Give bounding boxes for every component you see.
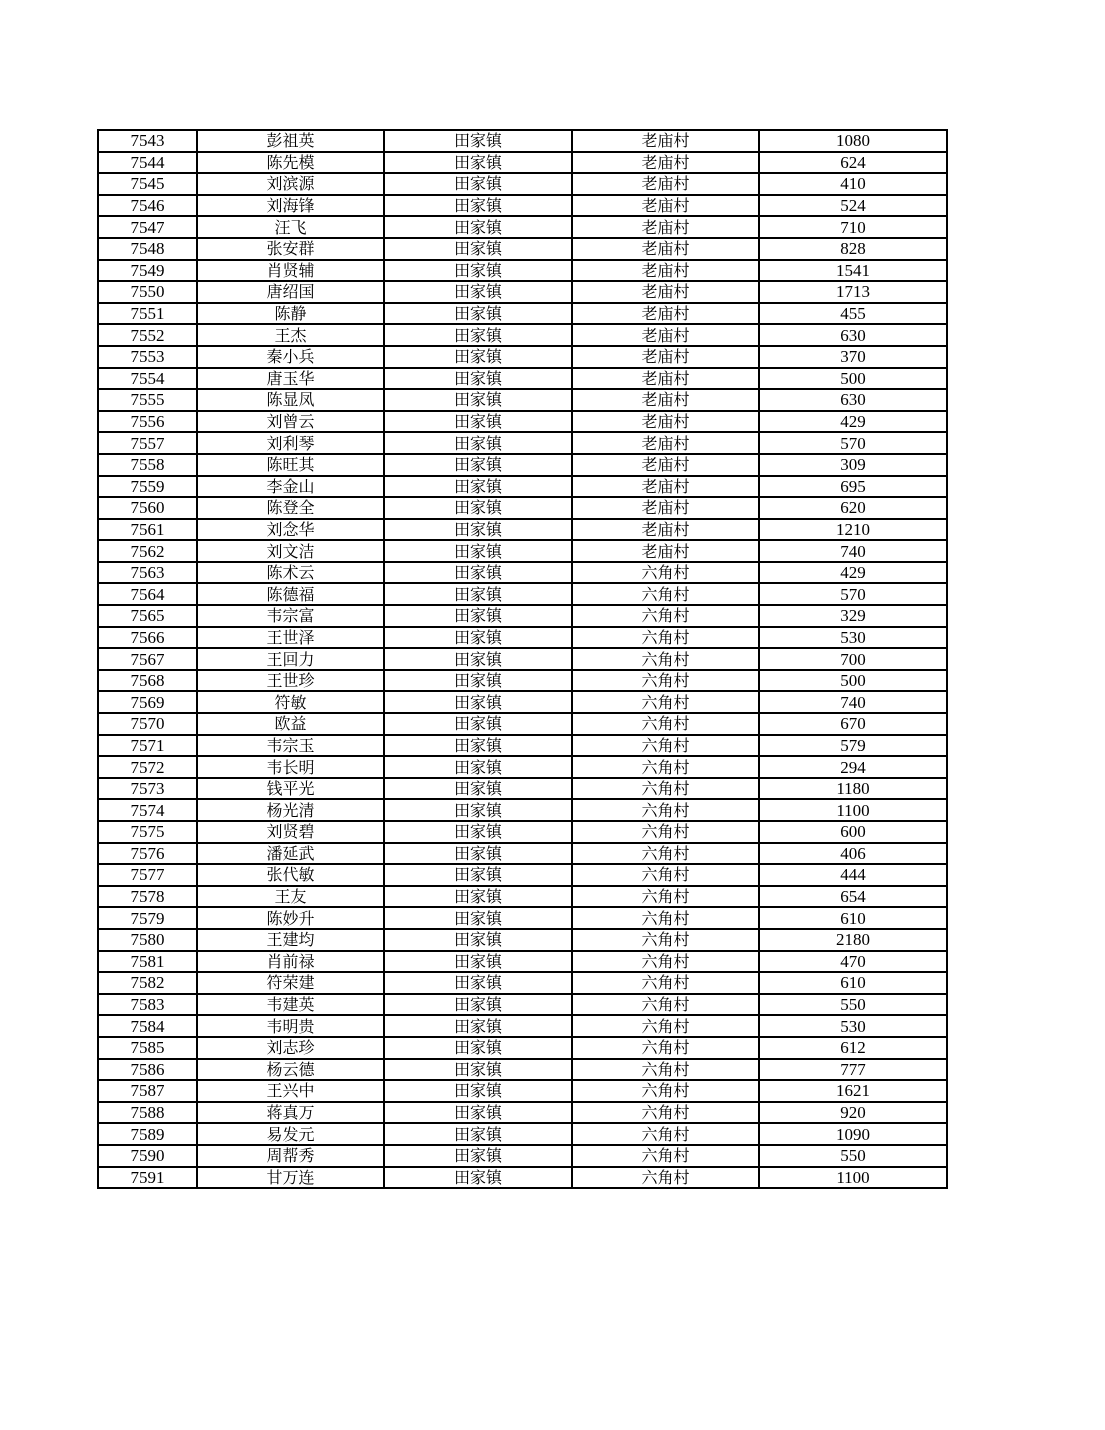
amount-cell: 610	[759, 972, 947, 994]
village-cell: 老庙村	[572, 130, 759, 152]
table-row	[98, 519, 947, 541]
person-name-cell: 陈静	[197, 303, 384, 325]
person-name-cell: 彭祖英	[197, 130, 384, 152]
table-row	[98, 799, 947, 821]
amount-cell: 654	[759, 886, 947, 908]
village-cell: 老庙村	[572, 519, 759, 541]
person-name-cell: 肖前禄	[197, 951, 384, 973]
town-cell: 田家镇	[384, 260, 572, 282]
table-row	[98, 929, 947, 951]
town-cell: 田家镇	[384, 1080, 572, 1102]
amount-cell: 410	[759, 173, 947, 195]
town-cell: 田家镇	[384, 152, 572, 174]
row-number-cell: 7553	[98, 346, 197, 368]
row-number-cell: 7591	[98, 1167, 197, 1189]
row-number-cell: 7588	[98, 1102, 197, 1124]
amount-cell: 579	[759, 735, 947, 757]
town-cell: 田家镇	[384, 346, 572, 368]
person-name-cell: 潘延武	[197, 843, 384, 865]
amount-cell: 600	[759, 821, 947, 843]
amount-cell: 309	[759, 454, 947, 476]
town-cell: 田家镇	[384, 605, 572, 627]
village-cell: 老庙村	[572, 195, 759, 217]
table-row	[98, 195, 947, 217]
table-row	[98, 886, 947, 908]
town-cell: 田家镇	[384, 627, 572, 649]
town-cell: 田家镇	[384, 972, 572, 994]
row-number-cell: 7580	[98, 929, 197, 951]
village-cell: 六角村	[572, 907, 759, 929]
table-row	[98, 735, 947, 757]
amount-cell: 500	[759, 368, 947, 390]
table-row	[98, 454, 947, 476]
amount-cell: 740	[759, 540, 947, 562]
amount-cell: 1100	[759, 799, 947, 821]
person-name-cell: 韦建英	[197, 994, 384, 1016]
row-number-cell: 7583	[98, 994, 197, 1016]
amount-cell: 370	[759, 346, 947, 368]
village-cell: 六角村	[572, 799, 759, 821]
row-number-cell: 7576	[98, 843, 197, 865]
table-row	[98, 432, 947, 454]
person-name-cell: 王世泽	[197, 627, 384, 649]
row-number-cell: 7584	[98, 1015, 197, 1037]
table-row	[98, 1015, 947, 1037]
table-row	[98, 951, 947, 973]
person-name-cell: 刘文洁	[197, 540, 384, 562]
table-row	[98, 346, 947, 368]
town-cell: 田家镇	[384, 195, 572, 217]
person-name-cell: 蒋真万	[197, 1102, 384, 1124]
amount-cell: 710	[759, 216, 947, 238]
person-name-cell: 张代敏	[197, 864, 384, 886]
village-cell: 六角村	[572, 1080, 759, 1102]
town-cell: 田家镇	[384, 691, 572, 713]
amount-cell: 1080	[759, 130, 947, 152]
person-name-cell: 陈妙升	[197, 907, 384, 929]
village-cell: 六角村	[572, 821, 759, 843]
town-cell: 田家镇	[384, 476, 572, 498]
amount-cell: 294	[759, 756, 947, 778]
table-row	[98, 843, 947, 865]
table-row	[98, 497, 947, 519]
table-row	[98, 562, 947, 584]
village-cell: 老庙村	[572, 324, 759, 346]
town-cell: 田家镇	[384, 843, 572, 865]
amount-cell: 777	[759, 1059, 947, 1081]
amount-cell: 630	[759, 324, 947, 346]
amount-cell: 1621	[759, 1080, 947, 1102]
row-number-cell: 7569	[98, 691, 197, 713]
amount-cell: 550	[759, 994, 947, 1016]
row-number-cell: 7574	[98, 799, 197, 821]
table-row	[98, 216, 947, 238]
person-name-cell: 刘曾云	[197, 411, 384, 433]
village-cell: 老庙村	[572, 216, 759, 238]
amount-cell: 612	[759, 1037, 947, 1059]
table-row	[98, 627, 947, 649]
amount-cell: 530	[759, 1015, 947, 1037]
person-name-cell: 刘志珍	[197, 1037, 384, 1059]
person-name-cell: 易发元	[197, 1123, 384, 1145]
town-cell: 田家镇	[384, 454, 572, 476]
person-name-cell: 韦宗玉	[197, 735, 384, 757]
row-number-cell: 7589	[98, 1123, 197, 1145]
town-cell: 田家镇	[384, 173, 572, 195]
table-row	[98, 476, 947, 498]
amount-cell: 1180	[759, 778, 947, 800]
row-number-cell: 7550	[98, 281, 197, 303]
village-cell: 老庙村	[572, 497, 759, 519]
person-name-cell: 秦小兵	[197, 346, 384, 368]
table-row	[98, 324, 947, 346]
table-row	[98, 670, 947, 692]
village-cell: 六角村	[572, 670, 759, 692]
town-cell: 田家镇	[384, 368, 572, 390]
town-cell: 田家镇	[384, 130, 572, 152]
row-number-cell: 7579	[98, 907, 197, 929]
town-cell: 田家镇	[384, 238, 572, 260]
village-cell: 六角村	[572, 778, 759, 800]
row-number-cell: 7587	[98, 1080, 197, 1102]
person-name-cell: 肖贤辅	[197, 260, 384, 282]
amount-cell: 920	[759, 1102, 947, 1124]
village-cell: 老庙村	[572, 411, 759, 433]
table-row	[98, 713, 947, 735]
person-name-cell: 欧益	[197, 713, 384, 735]
person-name-cell: 王杰	[197, 324, 384, 346]
town-cell: 田家镇	[384, 389, 572, 411]
roster-table	[97, 129, 948, 1189]
town-cell: 田家镇	[384, 907, 572, 929]
table-row	[98, 1059, 947, 1081]
row-number-cell: 7573	[98, 778, 197, 800]
person-name-cell: 陈旺其	[197, 454, 384, 476]
amount-cell: 429	[759, 411, 947, 433]
town-cell: 田家镇	[384, 281, 572, 303]
table-row	[98, 411, 947, 433]
amount-cell: 670	[759, 713, 947, 735]
person-name-cell: 李金山	[197, 476, 384, 498]
village-cell: 六角村	[572, 562, 759, 584]
person-name-cell: 刘念华	[197, 519, 384, 541]
person-name-cell: 王兴中	[197, 1080, 384, 1102]
town-cell: 田家镇	[384, 432, 572, 454]
village-cell: 六角村	[572, 1123, 759, 1145]
town-cell: 田家镇	[384, 778, 572, 800]
amount-cell: 624	[759, 152, 947, 174]
row-number-cell: 7571	[98, 735, 197, 757]
village-cell: 老庙村	[572, 238, 759, 260]
amount-cell: 2180	[759, 929, 947, 951]
amount-cell: 700	[759, 648, 947, 670]
town-cell: 田家镇	[384, 735, 572, 757]
row-number-cell: 7577	[98, 864, 197, 886]
row-number-cell: 7555	[98, 389, 197, 411]
person-name-cell: 韦明贵	[197, 1015, 384, 1037]
town-cell: 田家镇	[384, 756, 572, 778]
person-name-cell: 王世珍	[197, 670, 384, 692]
village-cell: 六角村	[572, 1167, 759, 1189]
town-cell: 田家镇	[384, 303, 572, 325]
town-cell: 田家镇	[384, 886, 572, 908]
village-cell: 六角村	[572, 843, 759, 865]
village-cell: 六角村	[572, 735, 759, 757]
table-row	[98, 540, 947, 562]
table-row	[98, 152, 947, 174]
amount-cell: 630	[759, 389, 947, 411]
person-name-cell: 汪飞	[197, 216, 384, 238]
row-number-cell: 7548	[98, 238, 197, 260]
table-row	[98, 368, 947, 390]
village-cell: 六角村	[572, 627, 759, 649]
village-cell: 六角村	[572, 972, 759, 994]
table-row	[98, 1145, 947, 1167]
row-number-cell: 7578	[98, 886, 197, 908]
person-name-cell: 陈术云	[197, 562, 384, 584]
village-cell: 六角村	[572, 1145, 759, 1167]
village-cell: 老庙村	[572, 152, 759, 174]
village-cell: 六角村	[572, 691, 759, 713]
row-number-cell: 7558	[98, 454, 197, 476]
town-cell: 田家镇	[384, 1102, 572, 1124]
row-number-cell: 7547	[98, 216, 197, 238]
amount-cell: 740	[759, 691, 947, 713]
village-cell: 六角村	[572, 864, 759, 886]
town-cell: 田家镇	[384, 648, 572, 670]
table-row	[98, 778, 947, 800]
row-number-cell: 7564	[98, 583, 197, 605]
amount-cell: 429	[759, 562, 947, 584]
village-cell: 六角村	[572, 1102, 759, 1124]
table-row	[98, 756, 947, 778]
village-cell: 老庙村	[572, 260, 759, 282]
person-name-cell: 陈德福	[197, 583, 384, 605]
village-cell: 老庙村	[572, 389, 759, 411]
person-name-cell: 唐玉华	[197, 368, 384, 390]
person-name-cell: 刘滨源	[197, 173, 384, 195]
table-row	[98, 648, 947, 670]
person-name-cell: 刘贤碧	[197, 821, 384, 843]
row-number-cell: 7582	[98, 972, 197, 994]
person-name-cell: 韦宗富	[197, 605, 384, 627]
town-cell: 田家镇	[384, 929, 572, 951]
village-cell: 老庙村	[572, 173, 759, 195]
row-number-cell: 7549	[98, 260, 197, 282]
table-row	[98, 260, 947, 282]
person-name-cell: 甘万连	[197, 1167, 384, 1189]
village-cell: 六角村	[572, 605, 759, 627]
town-cell: 田家镇	[384, 1123, 572, 1145]
table-row	[98, 281, 947, 303]
row-number-cell: 7572	[98, 756, 197, 778]
table-row	[98, 907, 947, 929]
person-name-cell: 杨光清	[197, 799, 384, 821]
town-cell: 田家镇	[384, 670, 572, 692]
town-cell: 田家镇	[384, 864, 572, 886]
table-row	[98, 864, 947, 886]
village-cell: 老庙村	[572, 346, 759, 368]
amount-cell: 570	[759, 432, 947, 454]
row-number-cell: 7566	[98, 627, 197, 649]
row-number-cell: 7560	[98, 497, 197, 519]
town-cell: 田家镇	[384, 540, 572, 562]
row-number-cell: 7551	[98, 303, 197, 325]
table-row	[98, 130, 947, 152]
village-cell: 老庙村	[572, 432, 759, 454]
person-name-cell: 陈显凤	[197, 389, 384, 411]
amount-cell: 406	[759, 843, 947, 865]
amount-cell: 570	[759, 583, 947, 605]
person-name-cell: 符敏	[197, 691, 384, 713]
row-number-cell: 7559	[98, 476, 197, 498]
table-row	[98, 238, 947, 260]
row-number-cell: 7543	[98, 130, 197, 152]
town-cell: 田家镇	[384, 713, 572, 735]
table-row	[98, 691, 947, 713]
row-number-cell: 7581	[98, 951, 197, 973]
town-cell: 田家镇	[384, 519, 572, 541]
table-row	[98, 994, 947, 1016]
town-cell: 田家镇	[384, 1037, 572, 1059]
table-row	[98, 173, 947, 195]
village-cell: 老庙村	[572, 540, 759, 562]
row-number-cell: 7554	[98, 368, 197, 390]
town-cell: 田家镇	[384, 562, 572, 584]
amount-cell: 1541	[759, 260, 947, 282]
row-number-cell: 7545	[98, 173, 197, 195]
row-number-cell: 7557	[98, 432, 197, 454]
table-row	[98, 1167, 947, 1189]
person-name-cell: 刘利琴	[197, 432, 384, 454]
table-row	[98, 303, 947, 325]
person-name-cell: 钱平光	[197, 778, 384, 800]
town-cell: 田家镇	[384, 821, 572, 843]
row-number-cell: 7562	[98, 540, 197, 562]
row-number-cell: 7586	[98, 1059, 197, 1081]
person-name-cell: 陈先模	[197, 152, 384, 174]
row-number-cell: 7567	[98, 648, 197, 670]
village-cell: 六角村	[572, 994, 759, 1016]
table-row	[98, 389, 947, 411]
town-cell: 田家镇	[384, 497, 572, 519]
amount-cell: 1100	[759, 1167, 947, 1189]
table-row	[98, 605, 947, 627]
row-number-cell: 7546	[98, 195, 197, 217]
row-number-cell: 7552	[98, 324, 197, 346]
village-cell: 六角村	[572, 756, 759, 778]
person-name-cell: 张安群	[197, 238, 384, 260]
person-name-cell: 王友	[197, 886, 384, 908]
village-cell: 六角村	[572, 1015, 759, 1037]
amount-cell: 470	[759, 951, 947, 973]
row-number-cell: 7568	[98, 670, 197, 692]
amount-cell: 524	[759, 195, 947, 217]
amount-cell: 610	[759, 907, 947, 929]
village-cell: 六角村	[572, 1059, 759, 1081]
person-name-cell: 唐绍国	[197, 281, 384, 303]
town-cell: 田家镇	[384, 951, 572, 973]
table-row	[98, 972, 947, 994]
village-cell: 六角村	[572, 951, 759, 973]
row-number-cell: 7590	[98, 1145, 197, 1167]
town-cell: 田家镇	[384, 583, 572, 605]
row-number-cell: 7561	[98, 519, 197, 541]
person-name-cell: 王建均	[197, 929, 384, 951]
village-cell: 六角村	[572, 713, 759, 735]
table-row	[98, 1080, 947, 1102]
person-name-cell: 杨云德	[197, 1059, 384, 1081]
row-number-cell: 7556	[98, 411, 197, 433]
town-cell: 田家镇	[384, 799, 572, 821]
row-number-cell: 7544	[98, 152, 197, 174]
roster-table-body	[98, 130, 947, 1188]
village-cell: 老庙村	[572, 454, 759, 476]
amount-cell: 550	[759, 1145, 947, 1167]
amount-cell: 444	[759, 864, 947, 886]
amount-cell: 695	[759, 476, 947, 498]
amount-cell: 620	[759, 497, 947, 519]
town-cell: 田家镇	[384, 1015, 572, 1037]
village-cell: 六角村	[572, 929, 759, 951]
village-cell: 老庙村	[572, 476, 759, 498]
amount-cell: 1210	[759, 519, 947, 541]
village-cell: 老庙村	[572, 368, 759, 390]
person-name-cell: 陈登全	[197, 497, 384, 519]
amount-cell: 828	[759, 238, 947, 260]
village-cell: 老庙村	[572, 303, 759, 325]
person-name-cell: 刘海锋	[197, 195, 384, 217]
amount-cell: 530	[759, 627, 947, 649]
table-row	[98, 583, 947, 605]
village-cell: 六角村	[572, 886, 759, 908]
table-row	[98, 1102, 947, 1124]
table-row	[98, 821, 947, 843]
row-number-cell: 7570	[98, 713, 197, 735]
town-cell: 田家镇	[384, 216, 572, 238]
town-cell: 田家镇	[384, 1167, 572, 1189]
table-row	[98, 1037, 947, 1059]
town-cell: 田家镇	[384, 324, 572, 346]
village-cell: 老庙村	[572, 281, 759, 303]
amount-cell: 1713	[759, 281, 947, 303]
person-name-cell: 符荣建	[197, 972, 384, 994]
amount-cell: 500	[759, 670, 947, 692]
town-cell: 田家镇	[384, 1145, 572, 1167]
row-number-cell: 7563	[98, 562, 197, 584]
village-cell: 六角村	[572, 1037, 759, 1059]
amount-cell: 455	[759, 303, 947, 325]
town-cell: 田家镇	[384, 1059, 572, 1081]
amount-cell: 329	[759, 605, 947, 627]
town-cell: 田家镇	[384, 411, 572, 433]
town-cell: 田家镇	[384, 994, 572, 1016]
amount-cell: 1090	[759, 1123, 947, 1145]
row-number-cell: 7585	[98, 1037, 197, 1059]
row-number-cell: 7565	[98, 605, 197, 627]
table-row	[98, 1123, 947, 1145]
person-name-cell: 王回力	[197, 648, 384, 670]
person-name-cell: 周帮秀	[197, 1145, 384, 1167]
village-cell: 六角村	[572, 648, 759, 670]
row-number-cell: 7575	[98, 821, 197, 843]
village-cell: 六角村	[572, 583, 759, 605]
person-name-cell: 韦长明	[197, 756, 384, 778]
